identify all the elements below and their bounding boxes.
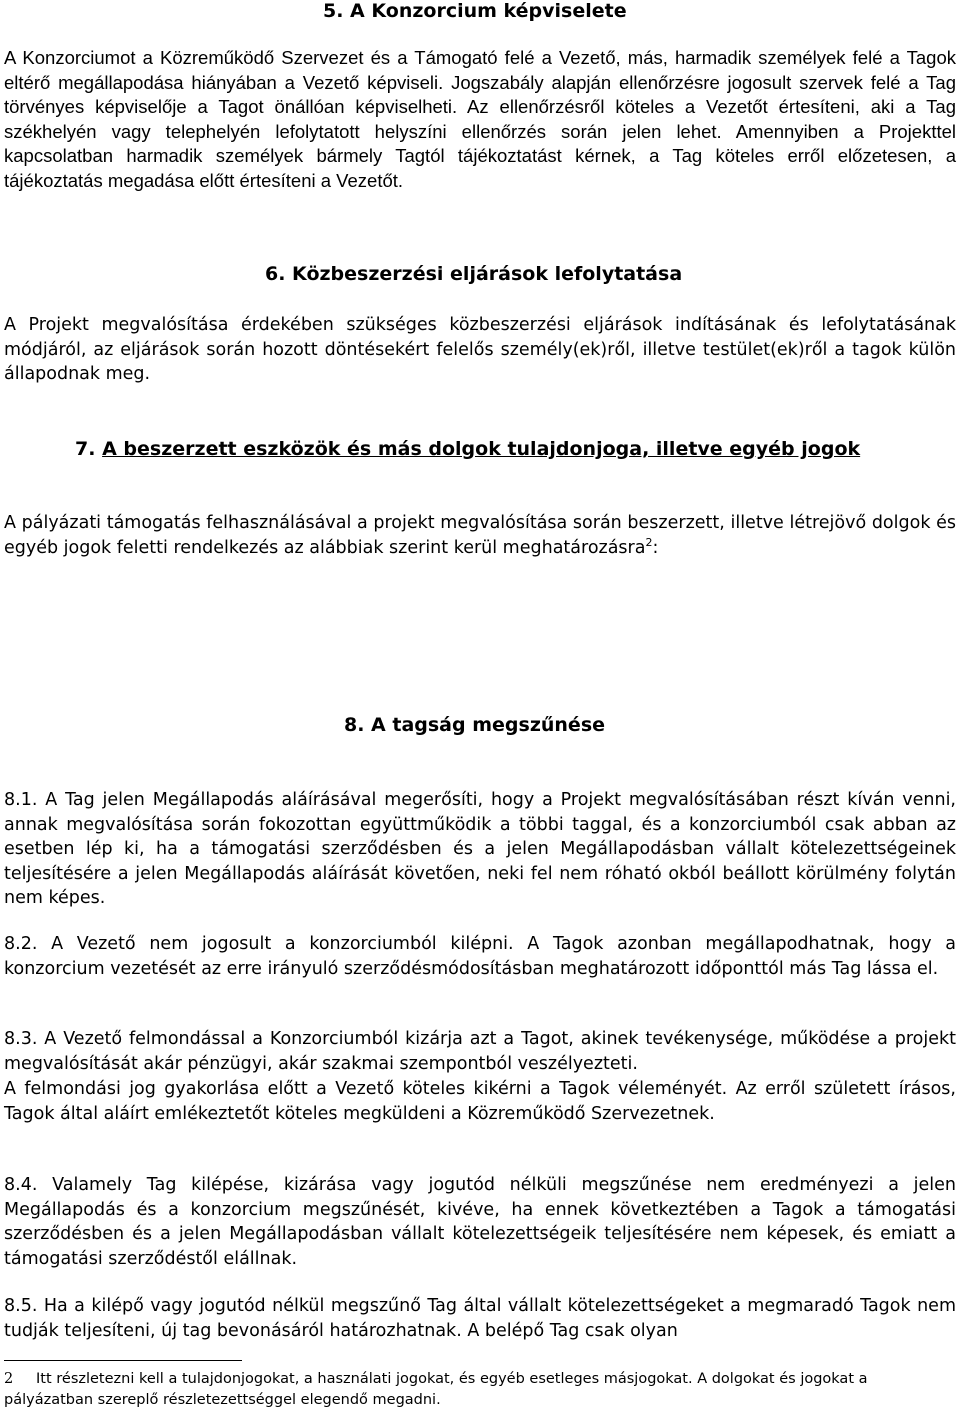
footnote-text: Itt részletezni kell a tulajdonjogokat, a használati jogokat, és egyéb esetleges másjogokat. A dolgokat és jogokat a pályázatban szereplő részletezettséggel elegendő megadni. bbox=[4, 1371, 868, 1408]
footnote-separator bbox=[4, 1360, 242, 1361]
section-7-paragraph-text: A pályázati támogatás felhasználásával a projekt megvalósítása során beszerzett, illetve létrejövő dolgok és egyéb jogok feletti rendelkezés az alábbiak szerint kerül meghatározásra bbox=[4, 513, 956, 558]
footnote-number: 2 bbox=[4, 1371, 14, 1387]
section-7-paragraph bbox=[4, 511, 956, 560]
section-5-paragraph: A Konzorciumot a Közreműködő Szervezet és a Támogató felé a Vezető, más, harmadik személyek felé a Tagok eltérő megállapodása hiányában a Vezető képviseli. Jogszabály alapján ellenőrzésre jogosult szervek felé a Tag törvényes képviselője a Tagot önállóan képviselheti. Az ellenőrzésről köteles a Vezetőt értesíteni, aki a Tag székhelyén vagy telephelyén lefolytatott helyszíni ellenőrzés során jelen lehet. Amennyiben a Projekttel kapcsolatban harmadik személyek bármely Tagtól tájékoztatást kérnek, a Tag köteles erről előzetesen, a tájékoztatás megadása előtt értesíteni a Vezetőt. bbox=[4, 47, 956, 191]
section-8-3-continuation: A felmondási jog gyakorlása előtt a Vezető köteles kikérni a Tagok véleményét. Az erről született írásos, Tagok által aláírt emlékeztetőt köteles megküldeni a Közreműködő Szervezetnek. bbox=[4, 1079, 956, 1124]
section-7-heading bbox=[75, 438, 860, 460]
section-7-paragraph-end: : bbox=[652, 537, 659, 558]
footnote-reference[interactable]: 2 bbox=[645, 535, 653, 549]
section-8-3-paragraph: 8.3. A Vezető felmondással a Konzorciumból kizárja azt a Tagot, akinek tevékenysége, működése a projekt megvalósítását akár pénzügyi, akár szakmai szempontból veszélyezteti. bbox=[4, 1029, 956, 1074]
section-7-heading-number: 7. bbox=[75, 438, 96, 460]
section-8-heading: 8. A tagság megszűnése bbox=[344, 714, 606, 736]
section-8-2-paragraph: 8.2. A Vezető nem jogosult a konzorciumból kilépni. A Tagok azonban megállapodhatnak, hogy a konzorcium vezetését az erre irányuló szerződésmódosításban meghatározott időponttól más Tag lássa el. bbox=[4, 934, 956, 979]
section-8-1-paragraph: 8.1. A Tag jelen Megállapodás aláírásával megerősíti, hogy a Projekt megvalósításában részt kíván venni, annak megvalósítása során fokozottan együttműködik a többi taggal, és a konzorciumból csak abban az esetben lép ki, ha a támogatási szerződésben és a jelen Megállapodásban vállalt kötelezettségeinek teljesítésére a jelen Megállapodás aláírását követően, neki fel nem róható okból beállott körülmény folytán nem képes. bbox=[4, 790, 956, 908]
section-6-paragraph: A Projekt megvalósítása érdekében szükséges közbeszerzési eljárások indításának és lefolytatásának módjáról, az eljárások során hozott döntésekért felelős személy(ek)ről, illetve testület(ek)ről a tagok külön állapodnak meg. bbox=[4, 315, 956, 384]
footnote bbox=[4, 1369, 956, 1411]
section-7-heading-text: A beszerzett eszközök és más dolgok tulajdonjoga, illetve egyéb jogok bbox=[102, 438, 861, 460]
section-5-heading: 5. A Konzorcium képviselete bbox=[323, 0, 627, 22]
section-8-5-paragraph: 8.5. Ha a kilépő vagy jogutód nélkül megszűnő Tag által vállalt kötelezettségeket a megmaradó Tagok nem tudják teljesíteni, új tag bevonásáról határozhatnak. A belépő Tag csak olyan bbox=[4, 1296, 956, 1341]
section-8-4-paragraph: 8.4. Valamely Tag kilépése, kizárása vagy jogutód nélküli megszűnése nem eredményezi a jelen Megállapodás és a konzorcium megszűnését, kivéve, ha ennek következtében a Tagok a támogatási szerződésben és a jelen Megállapodásban vállalt kötelezettségeik teljesítésére nem képesek, és emiatt a támogatási szerződéstől elállnak. bbox=[4, 1175, 956, 1269]
section-6-heading: 6. Közbeszerzési eljárások lefolytatása bbox=[265, 263, 683, 285]
